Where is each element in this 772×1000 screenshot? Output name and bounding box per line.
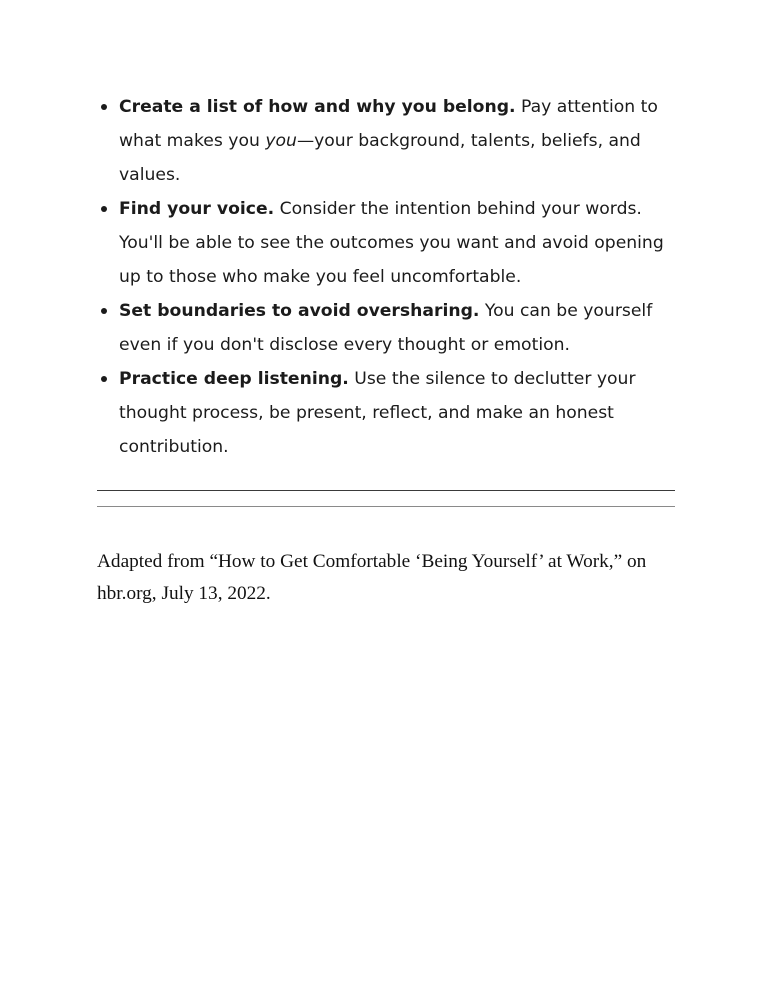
tip-lead: Find your voice.: [119, 199, 275, 219]
tips-list: [96, 90, 686, 464]
tip-item: [96, 90, 686, 192]
bullet-dot-icon: [101, 206, 107, 212]
tip-text: You can be yourself even if you don't disclose every thought or emotion.: [119, 301, 653, 355]
tip-lead: Set boundaries to avoid oversharing.: [119, 301, 480, 321]
section-divider-heavy: [97, 490, 675, 491]
bullet-dot-icon: [101, 376, 107, 382]
tip-item: [96, 294, 686, 362]
tip-text: Pay attention to what makes you: [119, 97, 658, 151]
tip-lead: Practice deep listening.: [119, 369, 349, 389]
tip-text-continued: —your background, talents, beliefs, and values.: [119, 131, 641, 185]
section-divider-light: [97, 506, 675, 507]
tip-item: [96, 192, 686, 294]
tip-item: [96, 362, 686, 464]
source-note: Adapted from “How to Get Comfortable ‘Being Yourself’ at Work,” on hbr.org, July 13, 2022.: [97, 551, 647, 604]
tip-emphasis: you: [265, 131, 297, 151]
bullet-dot-icon: [101, 104, 107, 110]
tip-text: Use the silence to declutter your thought process, be present, reflect, and make an honest contribution.: [119, 369, 636, 457]
tip-text: Consider the intention behind your words. You'll be able to see the outcomes you want and avoid opening up to those who make you feel uncomfortable.: [119, 199, 664, 287]
tip-lead: Create a list of how and why you belong.: [119, 97, 516, 117]
bullet-dot-icon: [101, 308, 107, 314]
